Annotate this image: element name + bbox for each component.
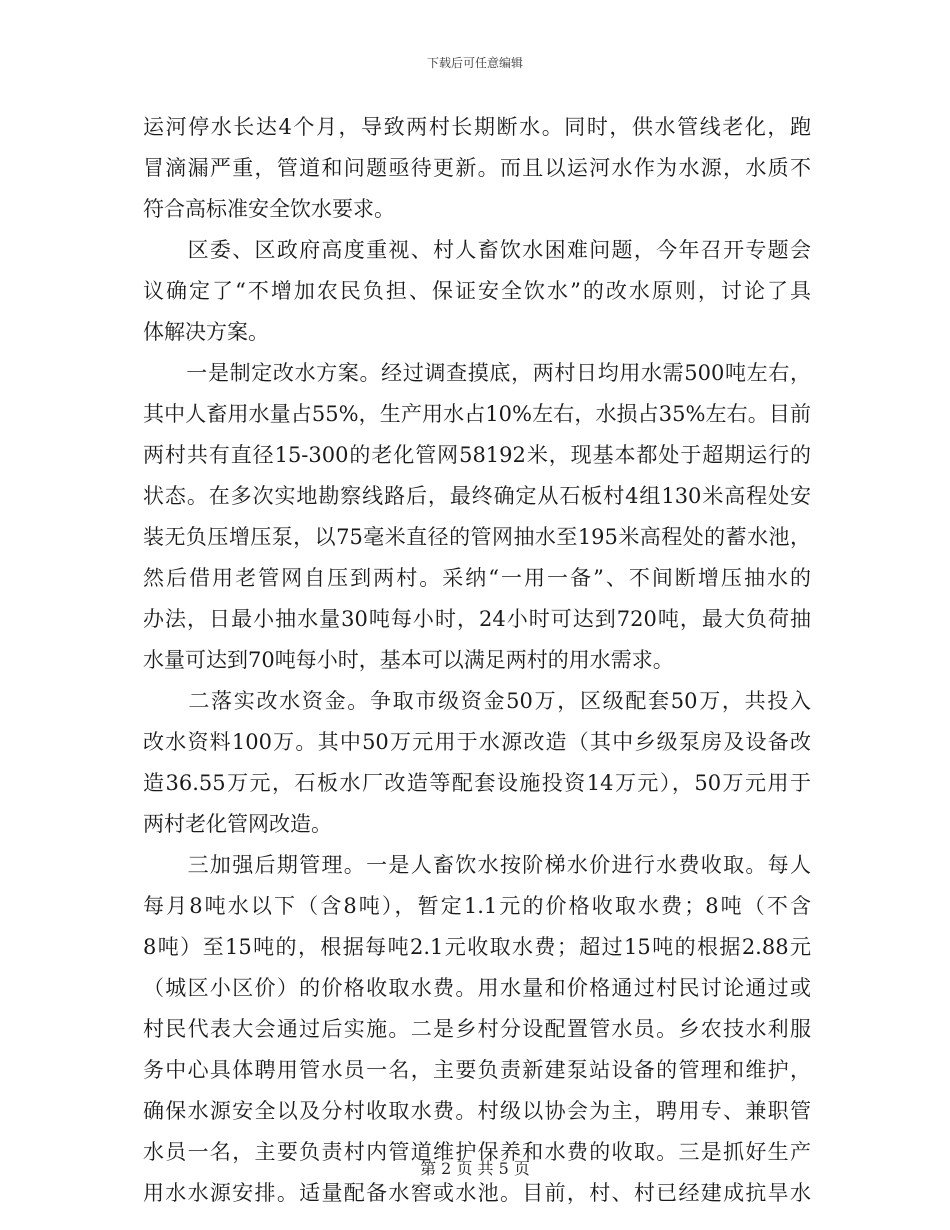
text-line: 村民代表大会通过后实施。二是乡村分设配置管水员。乡农技水利服	[143, 1017, 811, 1041]
text-line: 两村老化管网改造。	[143, 812, 332, 836]
text-line: 用水水源安排。适量配备水窖或水池。目前，村、村已经建成抗旱水	[143, 1181, 811, 1205]
text-line: 符合高标准安全饮水要求。	[143, 197, 395, 221]
text-line: 水量可达到70吨每小时，基本可以满足两村的用水需求。	[143, 648, 674, 672]
text-line: 改水资料100万。其中50万元用于水源改造（其中乡级泵房及设备改	[143, 730, 811, 754]
document-body	[143, 107, 811, 1214]
text-line: 其中人畜用水量占55%，生产用水占10%左右，水损占35%左右。目前	[143, 402, 811, 426]
text-line: 办法，日最小抽水量30吨每小时，24小时可达到720吨，最大负荷抽	[143, 607, 811, 631]
text-line: （城区小区价）的价格收取水费。用水量和价格通过村民讨论通过或	[143, 976, 811, 1000]
text-line: 冒滴漏严重，管道和问题亟待更新。而且以运河水作为水源，水质不	[143, 156, 811, 180]
text-line: 状态。在多次实地勘察线路后，最终确定从石板村4组130米高程处安	[143, 484, 811, 508]
text-line: 水员一名，主要负责村内管道维护保养和水费的收取。三是抓好生产	[143, 1140, 811, 1164]
text-line: 装无负压增压泵，以75毫米直径的管网抽水至195米高程处的蓄水池，	[143, 525, 811, 549]
text-line: 每月8吨水以下（含8吨），暂定1.1元的价格收取水费；8吨（不含	[143, 894, 811, 918]
text-line: 然后借用老管网自压到两村。采纳“一用一备”、不间断增压抽水的	[143, 566, 811, 590]
text-line: 两村共有直径15-300的老化管网58192米，现基本都处于超期运行的	[143, 443, 811, 467]
text-line: 造36.55万元，石板水厂改造等配套设施投资14万元），50万元用于	[143, 771, 811, 795]
text-line: 体解决方案。	[143, 320, 269, 344]
text-line: 确保水源安全以及分村收取水费。村级以协会为主，聘用专、兼职管	[143, 1099, 811, 1123]
text-line: 三加强后期管理。一是人畜饮水按阶梯水价进行水费收取。每人	[143, 853, 811, 877]
text-line: 议确定了“不增加农民负担、保证安全饮水”的改水原则，讨论了具	[143, 279, 811, 303]
text-line: 务中心具体聘用管水员一名，主要负责新建泵站设备的管理和维护，	[143, 1058, 811, 1082]
text-line: 8吨）至15吨的，根据每吨2.1元收取水费；超过15吨的根据2.88元	[143, 935, 811, 959]
page-footer: 第 2 页 共 5 页	[420, 1159, 530, 1178]
page-header: 下载后可任意编辑	[426, 56, 523, 70]
text-line: 二落实改水资金。争取市级资金50万，区级配套50万，共投入	[143, 689, 811, 713]
text-line: 区委、区政府高度重视、村人畜饮水困难问题，今年召开专题会	[143, 238, 811, 262]
text-line: 一是制定改水方案。经过调查摸底，两村日均用水需500吨左右，	[143, 361, 811, 385]
text-line: 运河停水长达4个月，导致两村长期断水。同时，供水管线老化，跑	[143, 115, 811, 139]
